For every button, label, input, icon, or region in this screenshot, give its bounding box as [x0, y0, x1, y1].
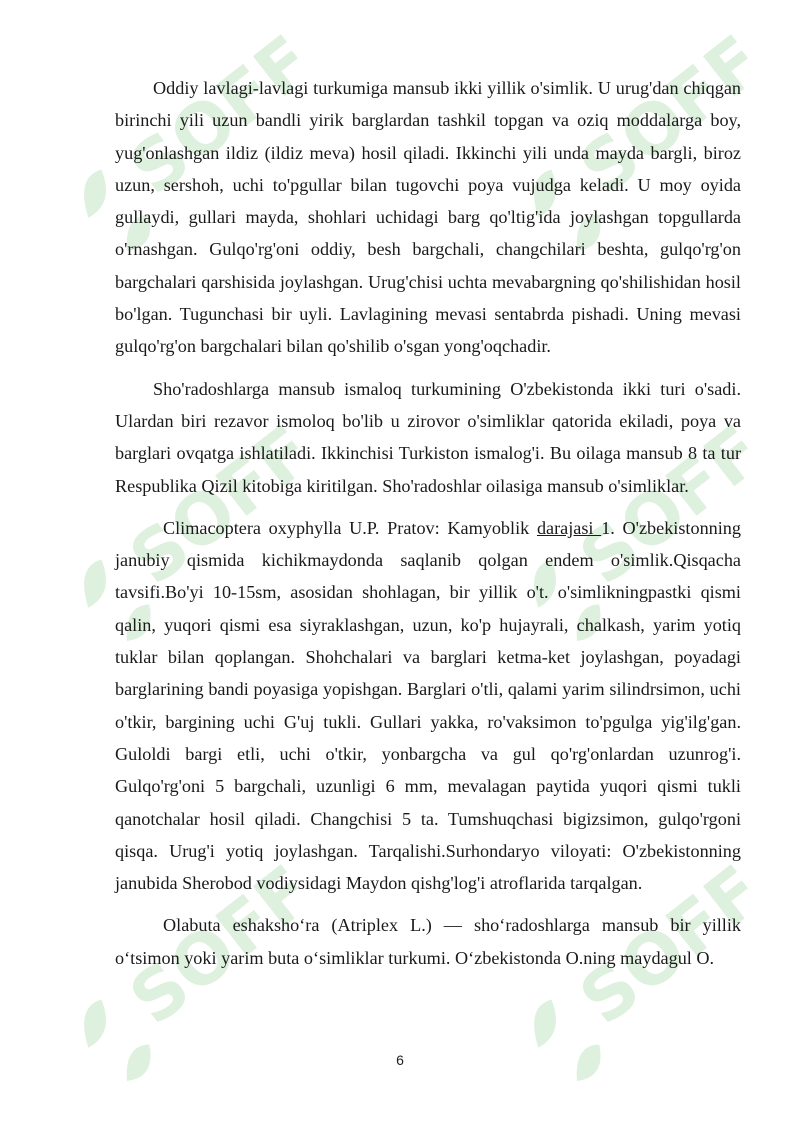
page-number: 6 [396, 1052, 404, 1068]
svg-text:SOFF: SOFF [114, 849, 305, 1041]
paragraph-climacoptera-rest: 1. O'zbekistonning janubiy qismida kichikmaydonda saqlanib qolgan endem o'simlik.Qisqacha tavsifi.Bo'yi 10-15sm, asosidan shohlagan, bir yillik o't. o'simlikningpastki qismi qalin, yuqori qismi esa siyraklashgan, uzun, ko'p hujayrali, chalkash, yarim yotiq tuklar bilan qoplangan. Shohchalari va barglari ketma-ket joylashgan, poyadagi barglarining bandi poyasiga yopishgan. Barglari o'tli, qalami yarim silindrsimon, uchi o'tkir, bargining uchi G'uj tukli. Gullari yakka, ro'vaksimon to'pgulga yig'ilg'gan. Guloldi bargi etli, uchi o'tkir, yonbargcha va gul qo'rg'onlardan uzunrog'i. Gulqo'rg'oni 5 bargchali, uzunligi 6 mm, mevalagan paytida yuqori qismi tukli qanotchalar hosil qiladi. Changchisi 5 ta. Tumshuqchasi bigizsimon, gulqo'rgoni qisqa. Urug'i yotiq joylashgan. Tarqalishi.Surhondaryo viloyati: O'zbekistonning janubida Sherobod vodiysidagi Maydon qishg'log'i atroflarida tarqalgan. [115, 517, 741, 894]
svg-text:SOFF: SOFF [564, 409, 755, 601]
paragraph-spinach: Sho'radoshlarga mansub ismaloq turkumining O'zbekistonda ikki turi o'sadi. Ulardan biri rezavor ismoloq bo'lib u zirovor o'simliklar qatorida ekiladi, poya va barglari ovqatga ishlatiladi. Ikkinchisi Turkiston ismalog'i. Bu oilaga mansub 8 ta tur Respublika Qizil kitobiga kiritilgan. Sho'radoshlar oilasiga mansub o'simliklar. [115, 378, 741, 496]
paragraph-climacoptera [115, 512, 741, 900]
paragraph-beet: Oddiy lavlagi-lavlagi turkumiga mansub ikki yillik o'simlik. U urug'dan chiqgan birinchi yili uzun bandli yirik barglardan tashkil topgan va oziq moddalarga boy, yug'onlashgan ildiz (ildiz meva) hosil qiladi. Ikkinchi yili unda mayda bargli, biroz uzun, sershoh, uchi to'pgullar bilan tugovchi poya vujudga keladi. U moy oyida gullaydi, gullari mayda, shohlari uchidagi barg qo'ltig'ida joylashgan topgullarda o'rnashgan. Gulqo'rg'oni oddiy, besh bargchali, changchilari beshta, gulqo'rg'on bargchalari qarshisida joylashgan. Urug'chisi uchta mevabargning qo'shilishidan hosil bo'lgan. Tugunchasi bir uyli. Lavlagining mevasi sentabrda pishadi. Uning mevasi gulqo'rg'on bargchalari bilan qo'shilib o'sgan yong'oqchadir. [115, 78, 741, 357]
svg-text:SOFF: SOFF [564, 19, 755, 211]
paragraph-atriplex: Olabuta eshaksho‘ra (Atriplex L.) — sho‘radoshlarga mansub bir yillik o‘tsimon yoki yarim buta o‘simliklar turkumi. O‘zbekistonda O.ning maydagul O. [115, 915, 741, 968]
underlined-word: darajasi [536, 517, 602, 538]
paragraph-climacoptera-start: Climacoptera oxyphylla U.P. Pratov: Kamyoblik [163, 517, 537, 538]
svg-text:SOFF: SOFF [114, 409, 305, 601]
svg-text:SOFF: SOFF [564, 849, 755, 1041]
svg-text:SOFF: SOFF [114, 19, 305, 211]
document-body [115, 72, 741, 984]
